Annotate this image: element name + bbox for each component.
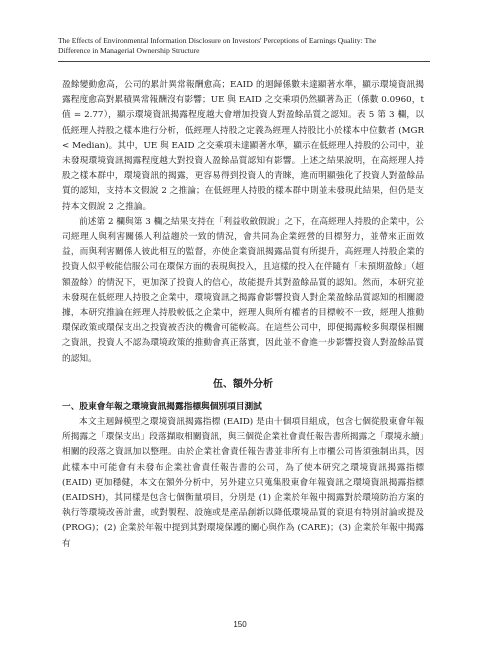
page-number: 150: [233, 620, 247, 629]
running-header-line-2: Difference in Managerial Ownership Structure: [58, 46, 200, 55]
page-body: [62, 78, 424, 552]
running-header: [58, 36, 430, 56]
running-header-line-1: The Effects of Environmental Information Disclosure on Investors' Perceptions of Earnings Quality: The: [58, 36, 377, 45]
subsection-title: 一、股東會年報之環境資訊揭露指標與個別項目測試: [62, 401, 262, 412]
body-paragraph-1: 盈餘變動愈高，公司的累計異常報酬愈高；EAID 的迴歸係數未達顯著水準，顯示環境資訊揭露程度愈高對累積異常報酬沒有影響；UE 與 EAID 之交乘項仍然顯著為正（係數 0.0960，t 值 = 2.77），顯示環境資訊揭露程度越大會增加投資人對盈餘品質之認知。表 5 第 3 欄，以低經理人持股之樣本進行分析，低經理人持股之定義為經理人持股比小於樣本中位數者 (MGR < Median)。其中，UE 與 EAID 之交乘項未達顯著水準，顯示在低經理人持股的公司中，並未發現環境資訊揭露程度越大對投資人盈餘品質認知有影響。上述之結果說明，在高經理人持股之樣本群中，環境資訊的揭露，更容易得到投資人的青睞，進而明顯強化了投資人對盈餘品質的認知，支持本文假說 2 之推論；在低經理人持股的樣本群中則並未發現此結果，但仍是支持本文假說 2 之推論。: [62, 80, 424, 212]
header-divider: [58, 61, 430, 62]
section-title: 伍、額外分析: [213, 378, 273, 390]
body-paragraph-2: 前述第 2 欄與第 3 欄之結果支持在「利益收斂假說」之下，在高經理人持股的企業中，公司經理人與利害關係人利益趨於一致的情況，會共同為企業經營的目標努力，並帶來正面效益，而與利害關係人彼此相互的監督，亦使企業資訊揭露品質有所提升，高經理人持股企業的投資人似乎較能信服公司在環保方面的表現與投入，且這樣的投入在伴隨有「未預期盈餘」（超額盈餘）的情況下，更加深了投資人的信心，故能提升其對盈餘品質的認知。然而，本研究並未發現在低經理人持股之企業中，環境資訊之揭露會影響投資人對企業盈餘品質認知的相關證據，本研究推論在經理人持股較低之企業中，經理人與所有權者的目標較不一致，經理人推動環保政策或環保支出之投資被否決的機會可能較高。在這些公司中，即便揭露較多與環保相關之資訊，投資人不認為環境政策的推動會真正落實，因此並不會進一步影響投資人對盈餘品質的認知。: [62, 216, 424, 364]
subsection-paragraph: 本文主迴歸模型之環境資訊揭露指標 (EAID) 是由十個項目組成，包含七個從股東會年報所揭露之「環保支出」段落擷取相關資訊，與三個從企業社會責任報告書所揭露之「環境永續」相關的段落之資訊加以整理。由於企業社會責任報告書並非所有上市櫃公司皆須強制出具，因此樣本中可能會有未發布企業社會責任報告書的公司，為了使本研究之環境資訊揭露指標 (EAID) 更加穩健，本文在額外分析中，另外建立只蒐集股東會年報資訊之環境資訊揭露指標 (EAIDSH)，其同樣是包含七個衡量項目，分別是 (1) 企業於年報中揭露對於環境防治方案的執行等環境改善計畫，或對製程、設施或是產品創新以降低環境品質的衰退有特別討論或提及 (PROG)；(2) 企業於年報中提到其對環境保護的關心與作為 (CARE)；(3) 企業於年報中揭露有: [62, 417, 424, 549]
